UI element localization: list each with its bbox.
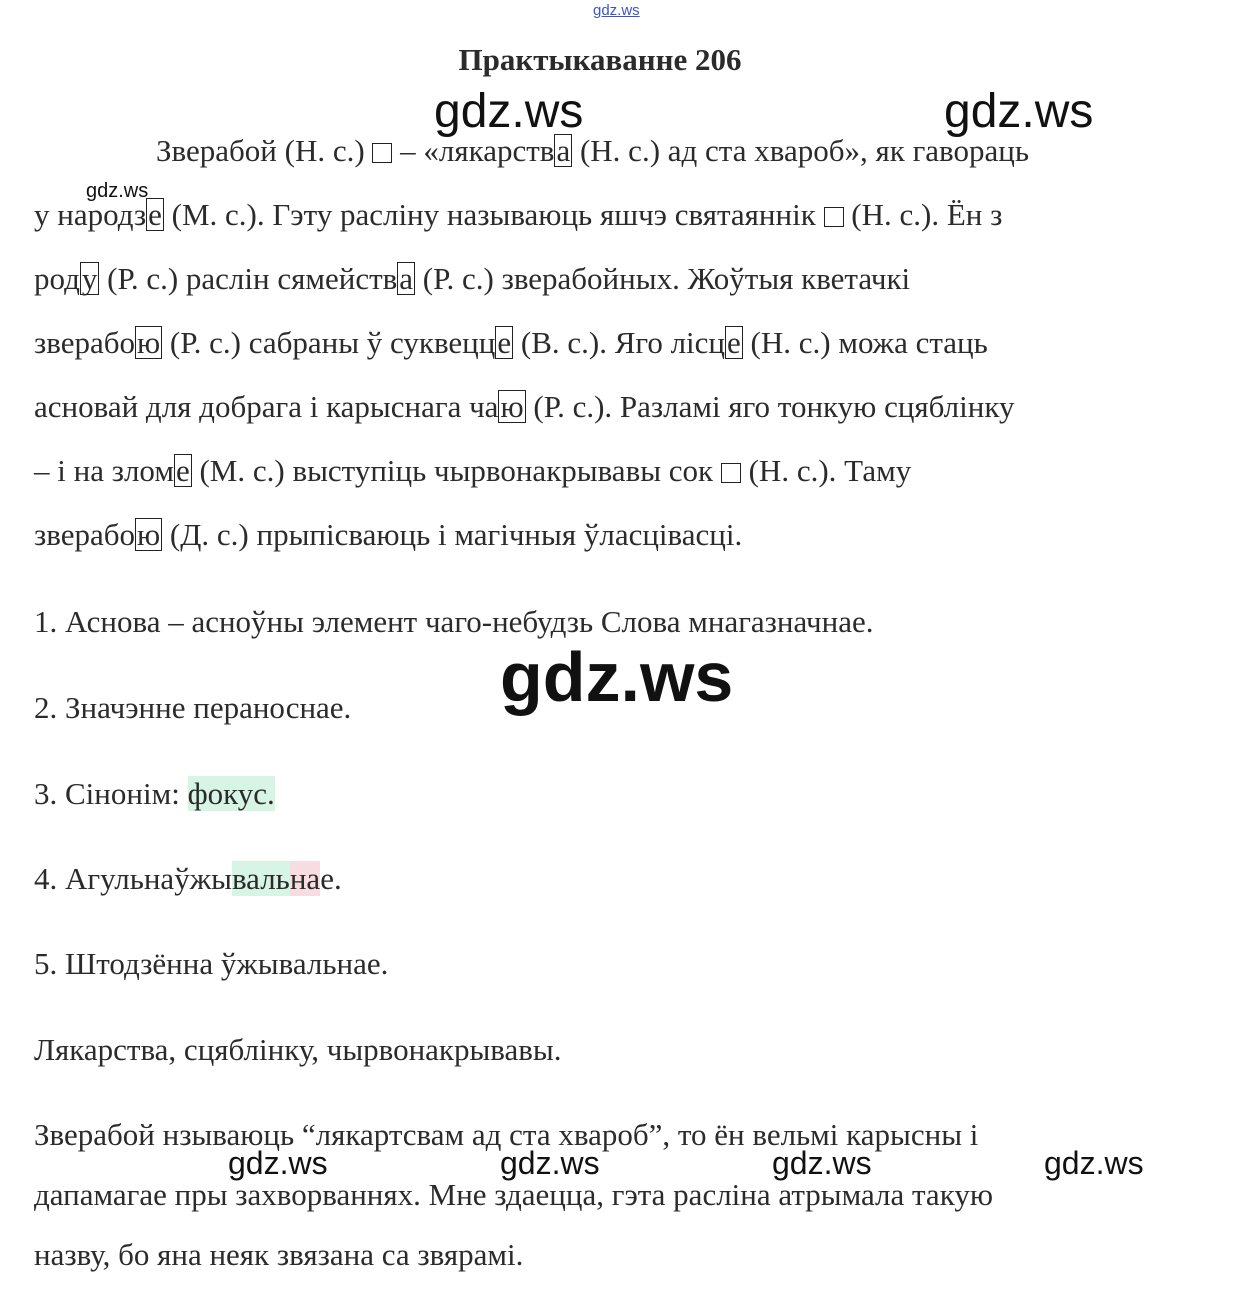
ending-box: а (399, 261, 414, 296)
ending-box: ю (500, 389, 524, 424)
ending-box: ю (137, 325, 161, 360)
list-item-1: 1. Аснова – асноўны элемент чаго-небудзь Слова мнагазначнае. (34, 604, 874, 639)
conclusion-line-1: Зверабой нзываюць “лякартсвам ад ста хвароб”, то ён вельмі карысны і (34, 1117, 979, 1152)
paragraph-line-2: у народзе (М. с.). Гэту расліну называюць яшчэ святаяннік (Н. с.). Ён з (34, 197, 1003, 232)
highlight-pink-span: на (289, 861, 321, 896)
watermark-bottom-2: gdz.ws (500, 1145, 600, 1181)
ending-box: е (175, 453, 190, 488)
zero-ending-box (372, 143, 392, 163)
highlighted-synonym: фокус. (187, 776, 275, 811)
ending-box: а (556, 133, 571, 168)
paragraph-line-7: зверабою (Д. с.) прыпісваюць і магічныя ўласцівасці. (34, 517, 743, 552)
ending-box: ю (137, 517, 161, 552)
watermark-header-left: gdz.ws (434, 85, 584, 138)
watermark-small-left: gdz.ws (86, 180, 149, 202)
highlight-green-span: валь (231, 861, 290, 896)
list-item-3-label: 3. Сінонім: (34, 776, 188, 811)
paragraph-line-1: Зверабой (Н. с.) – «лякарства (Н. с.) ад ста хвароб», як гавораць (156, 133, 1029, 168)
conclusion-line-2: дапамагае пры захворваннях. Мне здаецца, гэта расліна атрымала такую (34, 1177, 993, 1212)
watermark-bottom-4: gdz.ws (1044, 1145, 1144, 1181)
list-item-3 (34, 778, 275, 809)
zero-ending-box (824, 207, 844, 227)
watermark-bottom-1: gdz.ws (228, 1145, 328, 1181)
watermark-bottom-3: gdz.ws (772, 1145, 872, 1181)
words-line: Лякарства, сцяблінку, чырвонакрывавы. (34, 1032, 562, 1067)
paragraph-line-4: зверабою (Р. с.) сабраны ў суквецце (В. с.). Яго лісце (Н. с.) можа стаць (34, 325, 988, 360)
ending-box: е (148, 197, 162, 232)
page-title: Практыкаванне 206 (458, 42, 742, 77)
list-item-4: 4. Агульнаўжывальнае. (34, 861, 342, 896)
watermark-header-right: gdz.ws (944, 85, 1094, 138)
list-item-5: 5. Штодзённа ўжывальнае. (34, 946, 389, 981)
zero-ending-box (721, 463, 741, 483)
ending-box: е (727, 325, 741, 360)
ending-box: у (81, 261, 98, 296)
paragraph-line-3: роду (Р. с.) раслін сямейства (Р. с.) зверабойных. Жоўтыя кветачкі (34, 261, 911, 296)
watermark-top-link[interactable]: gdz.ws (593, 2, 640, 19)
ending-box: е (497, 325, 512, 360)
watermark-center: gdz.ws (500, 638, 734, 716)
paragraph-line-5: асновай для добрага і карыснага чаю (Р. с.). Разламі яго тонкую сцяблінку (34, 389, 1015, 424)
paragraph-line-6: – і на зломе (М. с.) выступіць чырвонакрывавы сок (Н. с.). Таму (34, 453, 912, 488)
conclusion-line-3: назву, бо яна неяк звязана са звярамі. (34, 1237, 524, 1272)
list-item-2: 2. Значэнне пераноснае. (34, 690, 352, 725)
